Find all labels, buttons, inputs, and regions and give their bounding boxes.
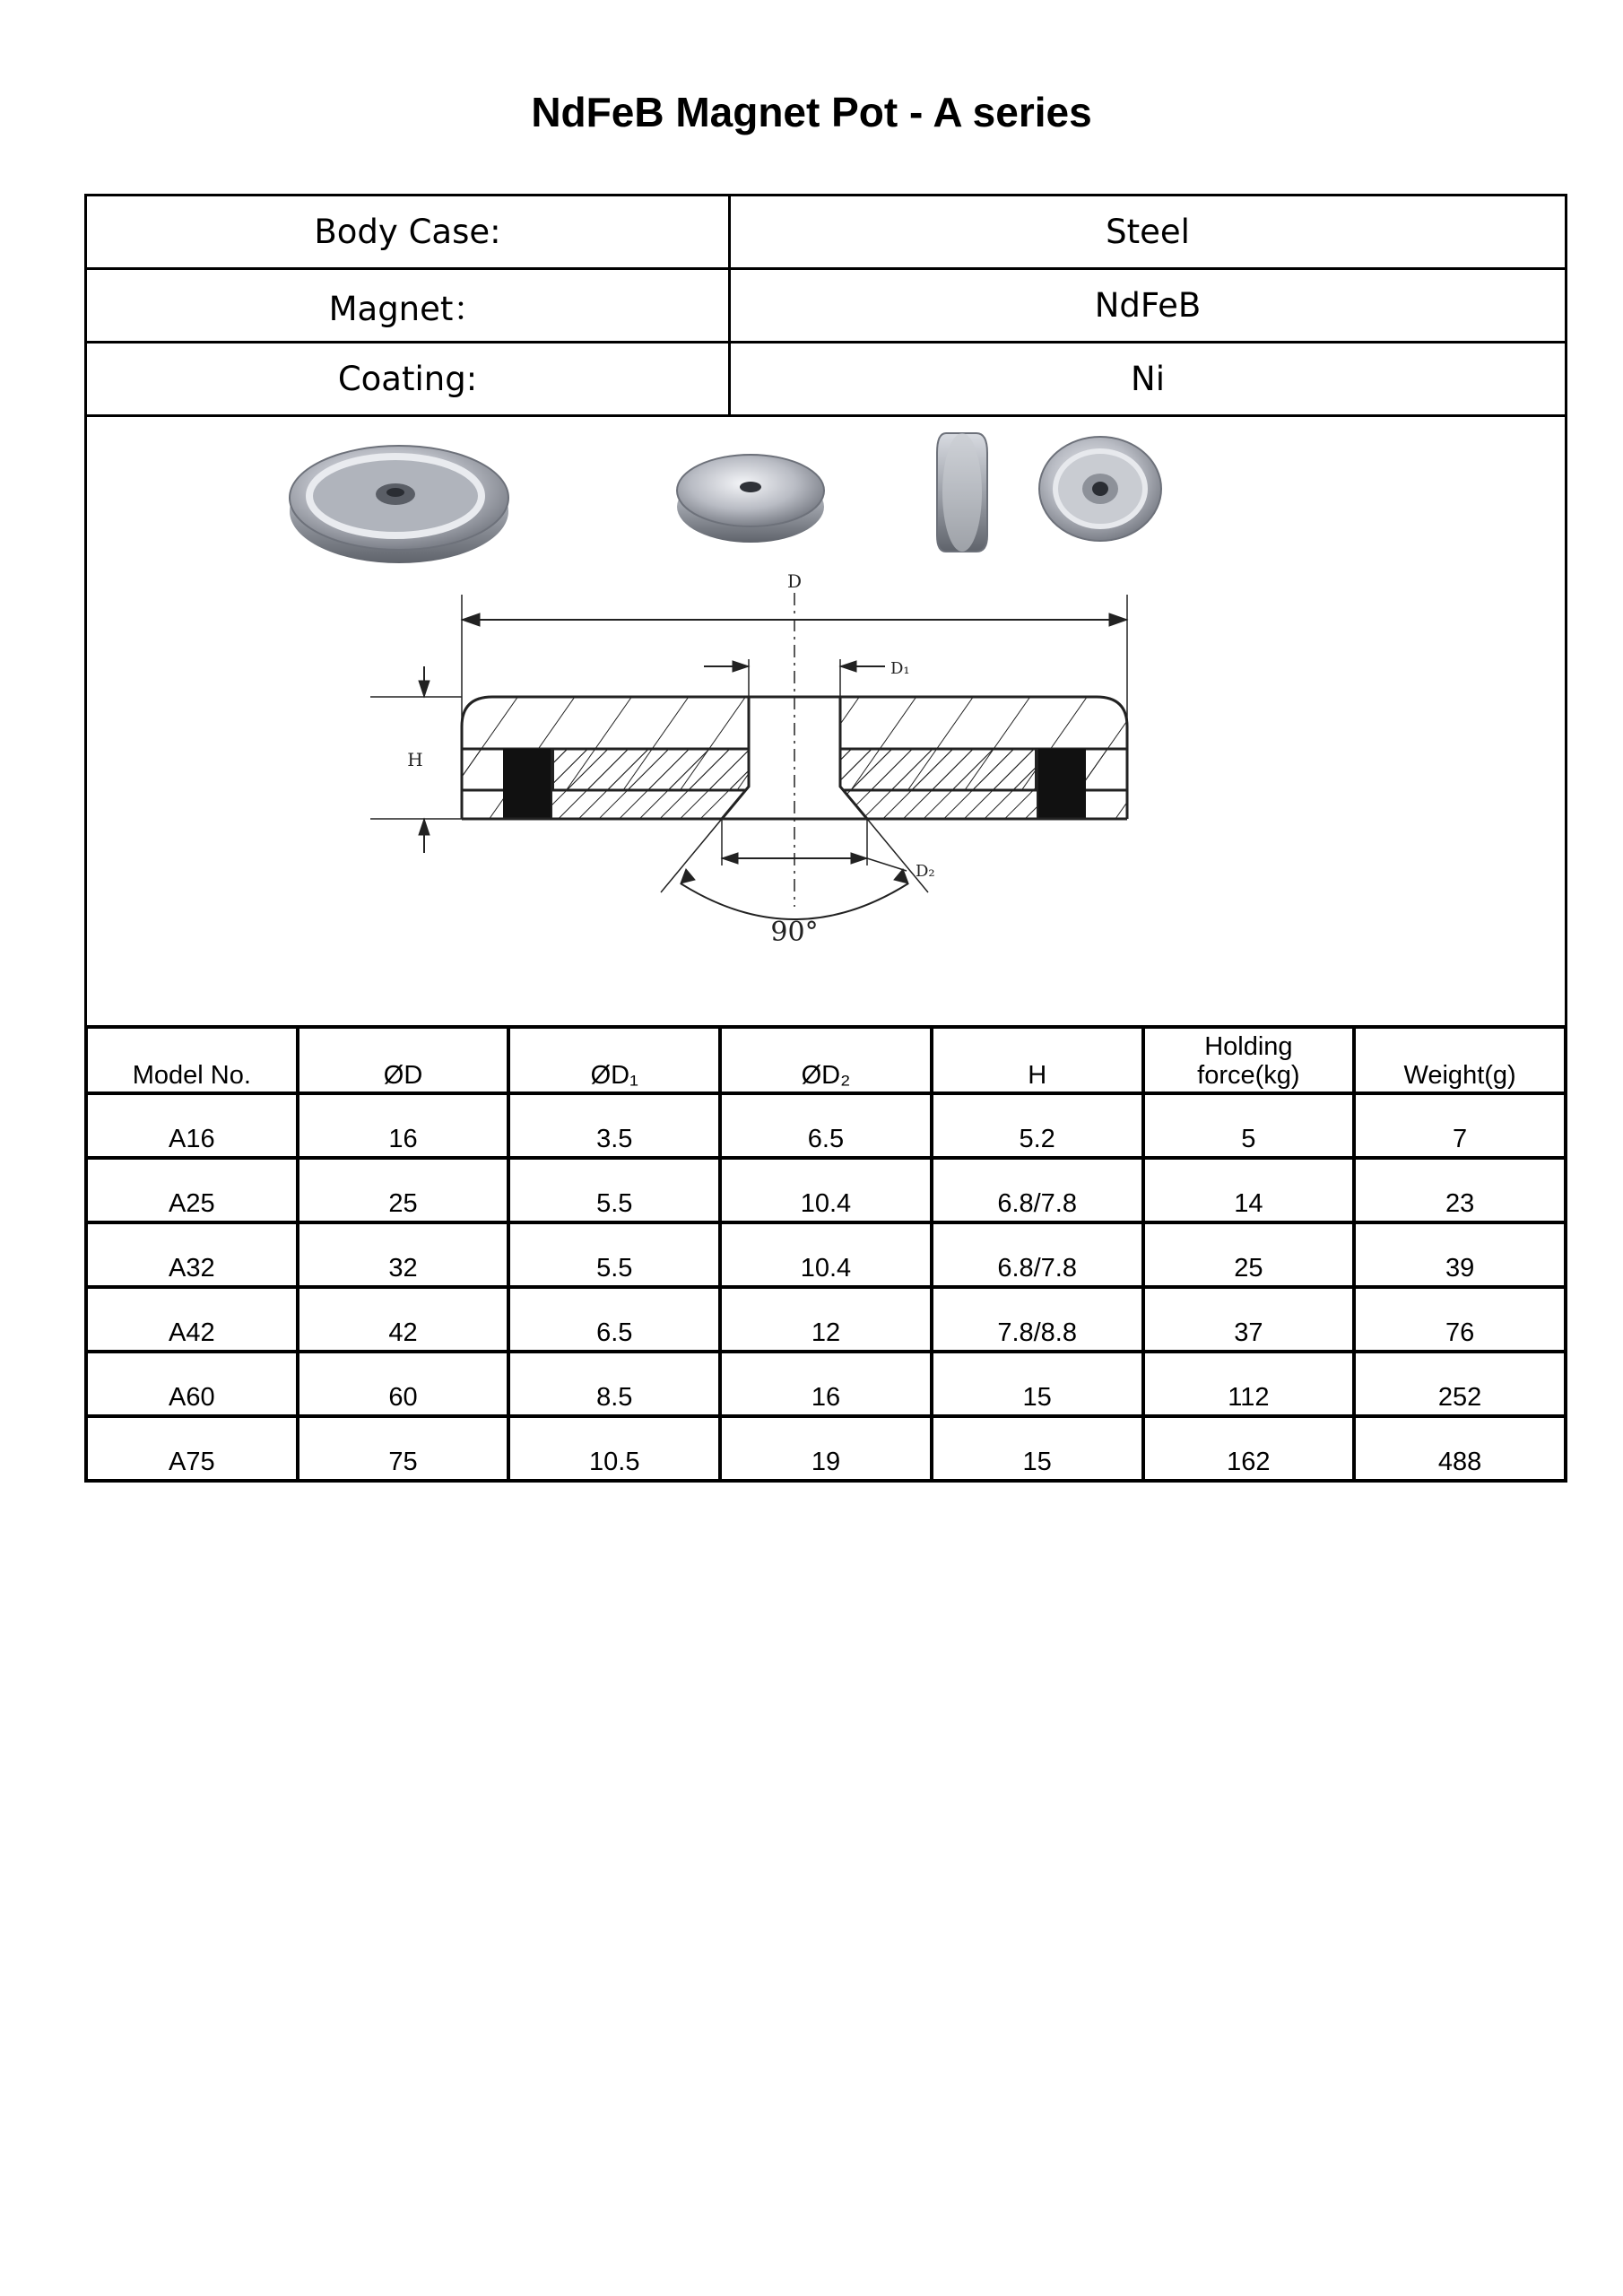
cell-d2: 10.4 — [720, 1158, 932, 1222]
spec-header-row — [86, 1027, 1566, 1093]
diagram-label-h: H — [407, 749, 423, 770]
cell-holding-force: 5 — [1143, 1093, 1355, 1158]
header-holding-line-1: Holding — [1204, 1032, 1293, 1061]
cell-d2: 19 — [720, 1416, 932, 1481]
pot-magnet-photo-large — [290, 446, 508, 563]
cell-h: 6.8/7.8 — [932, 1158, 1143, 1222]
properties-table — [84, 194, 1567, 417]
pot-magnet-photo-medium — [677, 455, 824, 543]
technical-drawing — [370, 593, 1127, 919]
header-d2: ØD₂ — [720, 1027, 932, 1093]
cell-d2: 10.4 — [720, 1222, 932, 1287]
cell-model: A16 — [86, 1093, 298, 1158]
pot-magnet-photo-front — [1039, 437, 1161, 541]
cell-d: 25 — [298, 1158, 509, 1222]
spec-body — [86, 1093, 1566, 1481]
cell-model: A75 — [86, 1416, 298, 1481]
property-label: Coating: — [86, 343, 730, 416]
cell-h: 7.8/8.8 — [932, 1287, 1143, 1352]
header-holding-line-2: force(kg) — [1197, 1061, 1300, 1090]
cell-d: 32 — [298, 1222, 509, 1287]
cell-h: 6.8/7.8 — [932, 1222, 1143, 1287]
pot-magnet-photo-side — [937, 433, 987, 552]
diagram-label-d1: D₁ — [890, 659, 910, 678]
property-row — [86, 269, 1567, 343]
table-row — [86, 1416, 1566, 1481]
cell-d2: 6.5 — [720, 1093, 932, 1158]
cell-d1: 6.5 — [508, 1287, 720, 1352]
cell-model: A42 — [86, 1287, 298, 1352]
cell-model: A32 — [86, 1222, 298, 1287]
header-model: Model No. — [86, 1027, 298, 1093]
table-row — [86, 1093, 1566, 1158]
cell-model: A60 — [86, 1352, 298, 1416]
cell-holding-force: 162 — [1143, 1416, 1355, 1481]
cell-weight: 39 — [1354, 1222, 1566, 1287]
cell-d1: 3.5 — [508, 1093, 720, 1158]
header-weight: Weight(g) — [1354, 1027, 1566, 1093]
diagram-label-angle: 90° — [770, 917, 819, 948]
cell-weight: 252 — [1354, 1352, 1566, 1416]
property-value: Steel — [730, 196, 1567, 269]
property-value: Ni — [730, 343, 1567, 416]
table-row — [86, 1352, 1566, 1416]
cell-d1: 10.5 — [508, 1416, 720, 1481]
cell-d2: 16 — [720, 1352, 932, 1416]
property-row — [86, 343, 1567, 416]
header-d: ØD — [298, 1027, 509, 1093]
cell-weight: 488 — [1354, 1416, 1566, 1481]
cell-h: 15 — [932, 1416, 1143, 1481]
property-row — [86, 196, 1567, 269]
spec-table — [84, 1025, 1567, 1483]
cell-d1: 5.5 — [508, 1158, 720, 1222]
cell-d: 75 — [298, 1416, 509, 1481]
cell-d: 16 — [298, 1093, 509, 1158]
table-row — [86, 1287, 1566, 1352]
property-label: Magnet： — [86, 269, 730, 343]
header-h: H — [932, 1027, 1143, 1093]
cell-d: 60 — [298, 1352, 509, 1416]
cell-d1: 8.5 — [508, 1352, 720, 1416]
cell-holding-force: 14 — [1143, 1158, 1355, 1222]
cell-weight: 76 — [1354, 1287, 1566, 1352]
header-holding-force — [1143, 1027, 1355, 1093]
cell-holding-force: 37 — [1143, 1287, 1355, 1352]
table-row — [86, 1222, 1566, 1287]
cell-model: A25 — [86, 1158, 298, 1222]
cell-d2: 12 — [720, 1287, 932, 1352]
cell-holding-force: 112 — [1143, 1352, 1355, 1416]
property-value: NdFeB — [730, 269, 1567, 343]
page-title: NdFeB Magnet Pot - A series — [531, 89, 1092, 135]
cell-h: 15 — [932, 1352, 1143, 1416]
magnet-illustration — [87, 417, 1570, 1023]
cell-d1: 5.5 — [508, 1222, 720, 1287]
cell-weight: 23 — [1354, 1158, 1566, 1222]
header-d1: ØD₁ — [508, 1027, 720, 1093]
property-label: Body Case: — [86, 196, 730, 269]
table-row — [86, 1158, 1566, 1222]
cell-holding-force: 25 — [1143, 1222, 1355, 1287]
diagram-label-d: D — [786, 570, 803, 592]
diagram-label-d2: D₂ — [916, 862, 935, 881]
cell-h: 5.2 — [932, 1093, 1143, 1158]
figure-cell — [86, 417, 1567, 1025]
datasheet — [84, 194, 1567, 1487]
cell-d: 42 — [298, 1287, 509, 1352]
cell-weight: 7 — [1354, 1093, 1566, 1158]
figure-table — [84, 417, 1567, 1025]
